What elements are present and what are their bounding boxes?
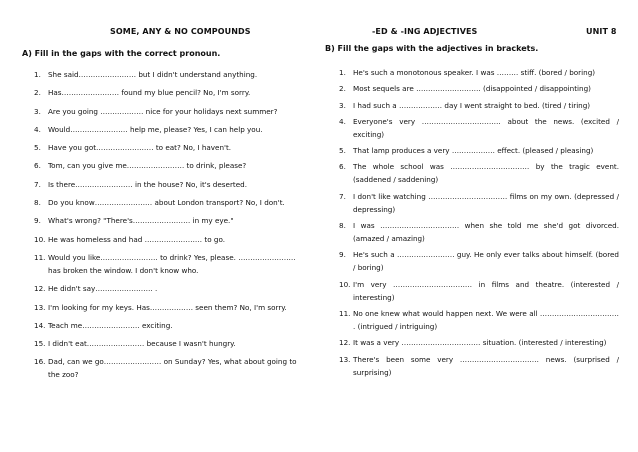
list-item: 8. I was …………………………… when she told me she'd got divorced. (amazed / amazing) [339, 221, 619, 244]
list-item: 9. What's wrong? "There's…………………… in my eye." [34, 216, 234, 226]
list-item: 11. No one knew what would happen next. We were all …………………………… . (intrigued / intriguing) [339, 308, 619, 331]
list-item: 7. Is there…………………… in the house? No, it's deserted. [34, 179, 247, 189]
pronoun-exercise-list [34, 68, 304, 387]
list-item: 13. I'm looking for my keys. Has……………… seen them? No, I'm sorry. [34, 302, 287, 312]
right-title: -ED & -ING ADJECTIVES [372, 27, 478, 36]
list-item: 16. Dad, can we go…………………… on Sunday? Yes, what about going to the zoo? [34, 357, 297, 380]
list-item: 2. Has…………………… found my blue pencil? No, I'm sorry. [34, 88, 251, 98]
list-item: 6. Tom, can you give me…………………… to drink, please? [34, 161, 247, 171]
adjective-exercise-list [339, 66, 619, 382]
list-item: 12. It was a very …………………………… situation. (interested / interesting) [339, 338, 607, 348]
list-item: 1. He's such a monotonous speaker. I was ……… stiff. (bored / boring) [339, 68, 596, 77]
list-item: 13. There's been some very …………………………… news. (surprised / surprising) [339, 354, 619, 377]
list-item: 5. Have you got…………………… to eat? No, I haven't. [34, 143, 232, 153]
list-item: 10. He was homeless and had …………………… to go. [34, 234, 226, 244]
list-item: 14. Teach me…………………… exciting. [34, 320, 173, 330]
section-b-heading: B) Fill the gaps with the adjectives in brackets. [325, 44, 539, 53]
left-title: SOME, ANY & NO COMPOUNDS [110, 27, 251, 36]
section-a-heading: A) Fill in the gaps with the correct pronoun. [22, 49, 221, 58]
list-item: 9. He's such a …………………… guy. He only ever talks about himself. (bored / boring) [339, 250, 619, 273]
list-item: 15. I didn't eat…………………… because I wasn't hungry. [34, 339, 236, 349]
list-item: 12. He didn't say…………………… . [34, 284, 158, 294]
list-item: 2. Most sequels are ……………………… (disappointed / disappointing) [339, 84, 591, 94]
list-item: 8. Do you know…………………… about London transport? No, I don't. [34, 198, 285, 208]
list-item: 5. That lamp produces a very ……………… effect. (pleased / pleasing) [339, 146, 594, 156]
list-item: 3. I had such a ……………… day I went straight to bed. (tired / tiring) [339, 100, 591, 110]
list-item: 4. Everyone's very …………………………… about the news. (excited / exciting) [339, 116, 619, 139]
list-item: 1. She said…………………… but I didn't understand anything. [34, 70, 258, 79]
list-item: 3. Are you going ……………… nice for your holidays next summer? [34, 106, 278, 116]
unit-label: UNIT 8 [586, 27, 617, 36]
list-item: 6. The whole school was …………………………… by the tragic event. (saddened / saddening) [339, 162, 619, 185]
list-item: 7. I don't like watching …………………………… films on my own. (depressed / depressing) [339, 191, 619, 214]
list-item: 10. I'm very …………………………… in films and theatre. (interested / interesting) [339, 279, 619, 302]
list-item: 4. Would…………………… help me, please? Yes, I can help you. [34, 124, 263, 134]
list-item: 11. Would you like…………………… to drink? Yes, please. ……………………has broken the window. I don't know who. [34, 252, 296, 275]
